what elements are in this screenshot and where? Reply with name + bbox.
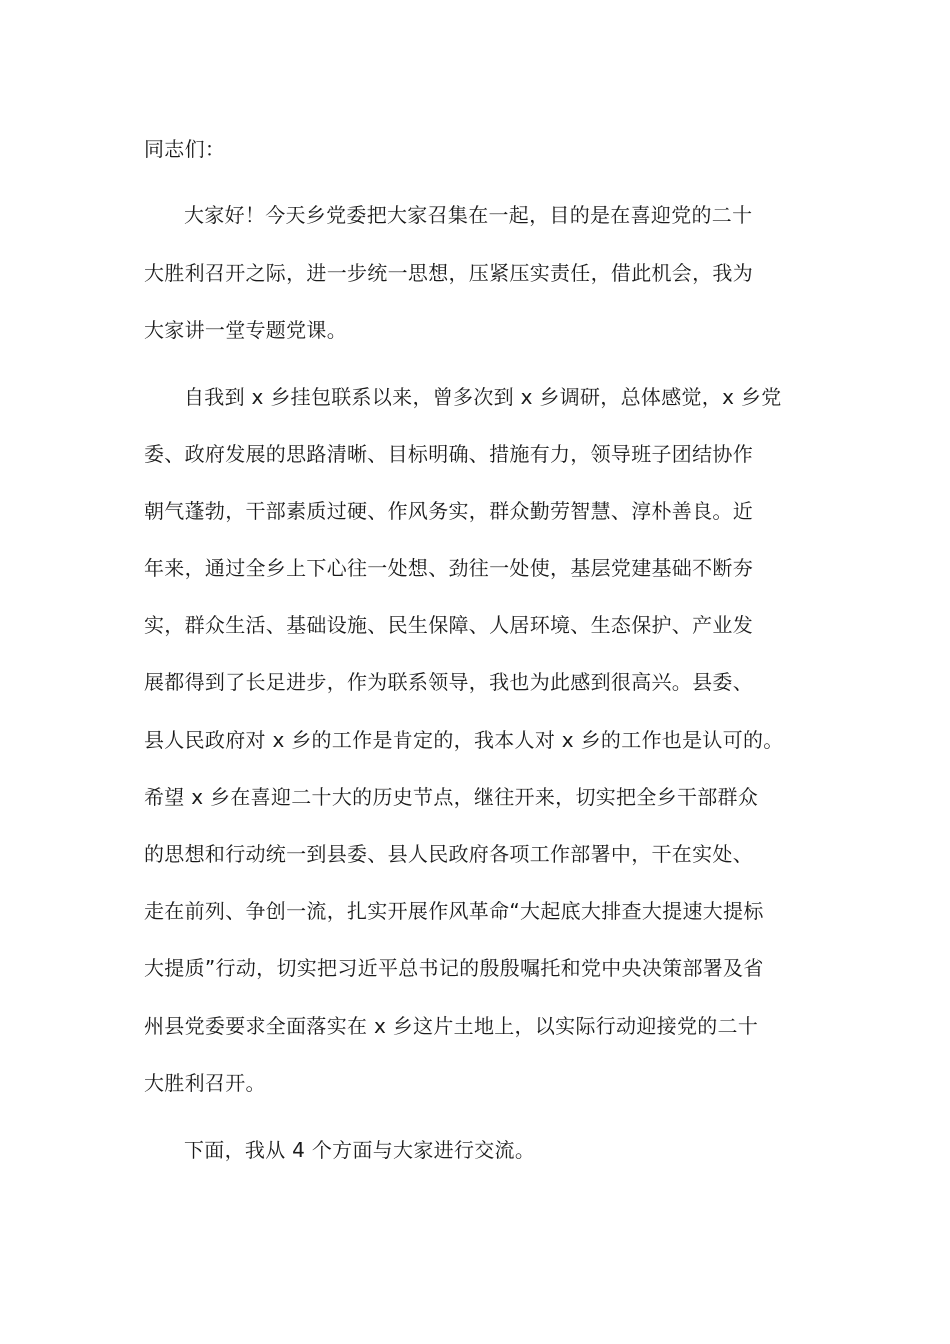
- paragraph-line: 希望 x 乡在喜迎二十大的历史节点，继往开来，切实把全乡干部群众: [144, 785, 759, 809]
- paragraph-line: 委、政府发展的思路清晰、目标明确、措施有力，领导班子团结协作: [144, 442, 753, 466]
- paragraph-line: 自我到 x 乡挂包联系以来，曾多次到 x 乡调研，总体感觉，x 乡党: [184, 385, 782, 409]
- paragraph-line: 县人民政府对 x 乡的工作是肯定的，我本人对 x 乡的工作也是认可的。: [144, 728, 784, 752]
- salutation: 同志们：: [144, 137, 226, 161]
- paragraph-line: 下面，我从 4 个方面与大家进行交流。: [184, 1138, 536, 1162]
- paragraph-line: 朝气蓬勃，干部素质过硬、作风务实，群众勤劳智慧、淳朴善良。近: [144, 499, 753, 523]
- paragraph-line: 展都得到了长足进步，作为联系领导，我也为此感到很高兴。县委、: [144, 670, 753, 694]
- paragraph-line: 大家好！今天乡党委把大家召集在一起，目的是在喜迎党的二十: [184, 203, 753, 227]
- paragraph-line: 大家讲一堂专题党课。: [144, 318, 347, 342]
- paragraph-line: 走在前列、争创一流，扎实开展作风革命“大起底大排查大提速大提标: [144, 899, 764, 923]
- paragraph-line: 大胜利召开。: [144, 1071, 266, 1095]
- paragraph-line: 的思想和行动统一到县委、县人民政府各项工作部署中，干在实处、: [144, 842, 753, 866]
- paragraph-line: 州县党委要求全面落实在 x 乡这片土地上，以实际行动迎接党的二十: [144, 1014, 759, 1038]
- paragraph-line: 大胜利召开之际，进一步统一思想，压紧压实责任，借此机会，我为: [144, 261, 753, 285]
- paragraph-line: 大提质”行动，切实把习近平总书记的殷殷嘱托和党中央决策部署及省: [144, 956, 764, 980]
- paragraph-line: 实，群众生活、基础设施、民生保障、人居环境、生态保护、产业发: [144, 613, 753, 637]
- paragraph-line: 年来，通过全乡上下心往一处想、劲往一处使，基层党建基础不断夯: [144, 556, 753, 580]
